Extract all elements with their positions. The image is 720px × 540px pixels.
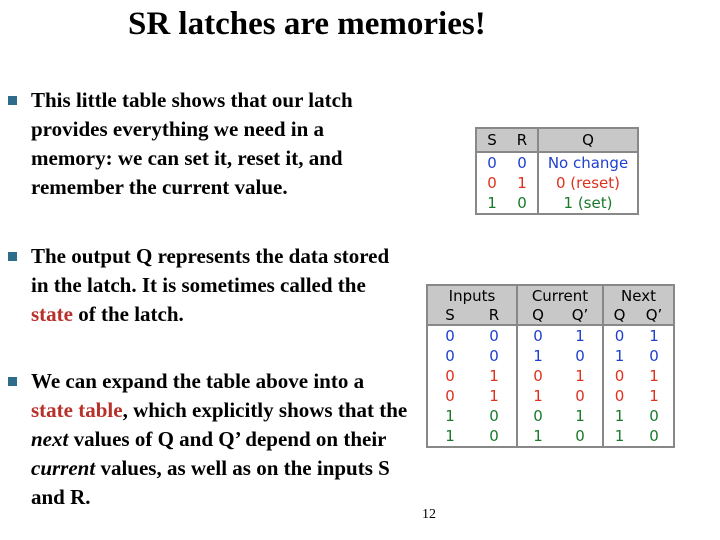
table-cell: 1 (set) <box>563 194 613 212</box>
table-header-cell: S <box>476 128 507 152</box>
table-row <box>427 386 674 406</box>
table-cell: 0 <box>533 367 543 385</box>
table-cell: 1 <box>472 386 517 406</box>
table-cell: 1 <box>649 387 659 405</box>
subheader-cell: Q’ <box>635 305 674 325</box>
table-cell: 0 <box>649 407 659 425</box>
table-cell: 0 <box>614 327 625 345</box>
table-cell: 0 <box>614 387 625 405</box>
table-row <box>427 325 674 346</box>
state-table-group-header <box>427 285 674 305</box>
slide-title: SR latches are memories! <box>128 6 486 42</box>
table-cell: 0 <box>472 325 517 346</box>
table-cell: 0 <box>472 346 517 366</box>
bullet-3-part1: We can expand the table above into a <box>31 369 365 393</box>
table-cell: 0 <box>445 387 455 405</box>
table-cell: 0 <box>533 327 543 345</box>
table-cell: 0 <box>507 152 538 173</box>
table-row <box>476 193 638 214</box>
table-cell: 1 <box>614 407 625 425</box>
table-cell: 1 <box>558 366 603 386</box>
state-table <box>426 284 675 448</box>
table-cell: 1 <box>649 367 659 385</box>
bullet-3-part3: values of Q and Q’ depend on their <box>68 427 387 451</box>
table-cell: 1 <box>507 173 538 193</box>
table-cell: 1 <box>472 366 517 386</box>
bullet-2-highlight: state <box>31 302 73 326</box>
table-cell: 1 <box>649 327 659 345</box>
table-cell: 0 <box>558 346 603 366</box>
table-cell: 0 <box>445 347 455 365</box>
sr-latch-table-header <box>476 128 638 152</box>
table-header-cell: Q <box>538 128 638 152</box>
bullet-3-em-current: current <box>31 456 96 480</box>
table-cell: 0 <box>649 347 659 365</box>
table-header-cell: R <box>507 128 538 152</box>
table-cell: 0 <box>558 386 603 406</box>
table-cell: 1 <box>558 325 603 346</box>
table-cell: 1 <box>558 406 603 426</box>
table-cell: No change <box>547 154 629 172</box>
bullet-3-part4: values, as well as on the inputs S and R. <box>31 456 390 509</box>
table-row <box>427 406 674 426</box>
table-cell: 0 <box>614 367 625 385</box>
table-cell: 0 <box>472 426 517 447</box>
table-cell: 0 <box>533 407 543 425</box>
table-cell: 0 <box>649 427 659 445</box>
bullet-2 <box>8 242 408 329</box>
table-row <box>476 152 638 173</box>
bullet-2-text-before: The output Q represents the data stored in the latch. It is sometimes called the <box>31 244 390 297</box>
bullet-3-text <box>31 367 408 512</box>
sr-latch-table <box>475 127 639 215</box>
table-cell: 1 <box>533 427 543 445</box>
table-cell: 0 <box>445 367 455 385</box>
bullet-3-em-next: next <box>31 427 69 451</box>
subheader-cell: R <box>472 305 517 325</box>
table-cell: 1 <box>614 427 625 445</box>
table-cell: 1 <box>533 347 543 365</box>
table-cell: 0 <box>472 406 517 426</box>
subheader-cell: S <box>427 305 472 325</box>
group-header-inputs: Inputs <box>427 285 517 305</box>
subheader-cell: Q <box>603 305 635 325</box>
page-number: 12 <box>422 507 436 522</box>
bullet-3 <box>8 367 408 512</box>
subheader-cell: Q <box>517 305 558 325</box>
bullet-1 <box>8 86 408 202</box>
group-header-next: Next <box>603 285 674 305</box>
table-cell: 0 (reset) <box>555 174 620 192</box>
bullet-marker-icon <box>8 252 17 261</box>
table-cell: 1 <box>445 407 455 425</box>
group-header-current: Current <box>517 285 603 305</box>
table-cell: 0 <box>558 426 603 447</box>
bullet-3-part2: , which explicitly shows that the <box>122 398 408 422</box>
bullet-2-text <box>31 242 408 329</box>
table-row <box>427 346 674 366</box>
table-cell: 0 <box>507 193 538 214</box>
bullet-marker-icon <box>8 377 17 386</box>
bullet-2-text-after: of the latch. <box>72 302 184 326</box>
table-cell: 0 <box>445 327 455 345</box>
table-cell: 0 <box>487 154 497 172</box>
subheader-cell: Q’ <box>558 305 603 325</box>
bullet-1-text: This little table shows that our latch provides everything we need in a memory: we can set it, reset it, and remember the current value. <box>31 88 353 199</box>
table-row <box>476 173 638 193</box>
bullet-marker-icon <box>8 96 17 105</box>
table-row <box>427 366 674 386</box>
bullet-3-highlight: state table <box>31 398 123 422</box>
table-cell: 1 <box>487 194 497 212</box>
state-table-subheader <box>427 305 674 325</box>
table-cell: 1 <box>533 387 543 405</box>
table-cell: 1 <box>445 427 455 445</box>
table-row <box>427 426 674 447</box>
table-cell: 0 <box>487 174 497 192</box>
table-cell: 1 <box>614 347 625 365</box>
